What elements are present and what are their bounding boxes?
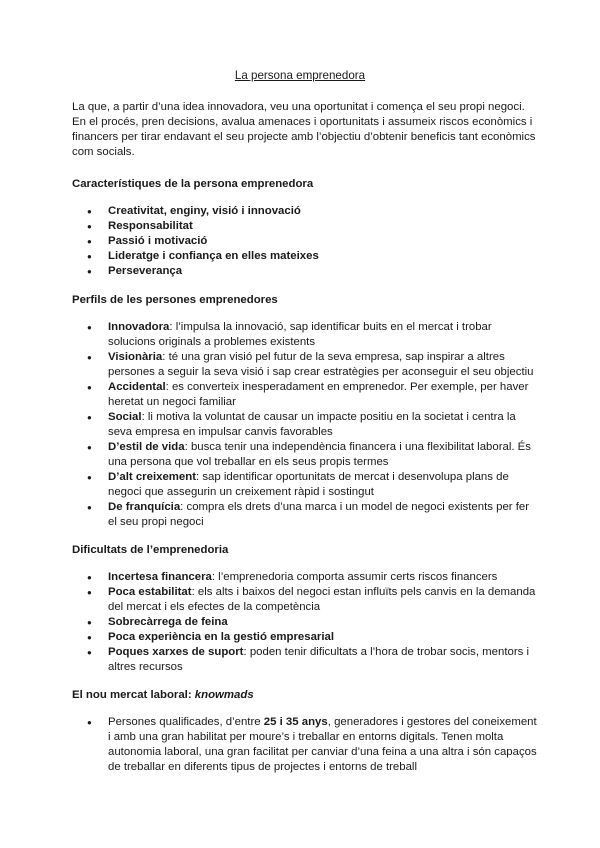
profiles-heading: Perfils de les persones emprenedores [72, 294, 278, 306]
list-item: ● Perseverança [72, 264, 537, 279]
list-item [72, 615, 537, 630]
list-item [72, 570, 537, 585]
list-item-text: : sap identificar oportunitats de mercat i desenvolupa plans de negoci que assegurin un creixement ràpid i sostingut [108, 471, 509, 498]
intro-paragraph: La que, a partir d’una idea innovadora, veu una oportunitat i comença el seu propi negoci. En el procés, pren decisions, avalua amenaces i oportunitats i assumeix riscos econòmics i financers per tirar endavant el seu projecte amb l’objectiu d’obtenir beneficis tant econòmics com socials. [72, 101, 536, 158]
list-item [72, 350, 537, 380]
list-item-text: : l’emprenedoria comporta assumir certs riscos financers [211, 571, 498, 583]
list-item-text: Persones qualificades, d’entre [108, 716, 264, 728]
characteristics-heading: Característiques de la persona emprenedora [72, 178, 314, 190]
list-item-term: D’estil de vida [108, 441, 185, 453]
list-item [72, 440, 537, 470]
market-heading-em: knowmads [194, 689, 254, 701]
list-item [72, 410, 537, 440]
list-item [72, 320, 537, 350]
list-item-text: : li motiva la voluntat de causar un impacte positiu en la societat i centra la seva empresa en impulsar canvis favorables [108, 411, 516, 438]
difficulties-heading: Dificultats de l’emprenedoria [72, 544, 229, 556]
list-item [72, 630, 537, 645]
list-item [72, 500, 537, 530]
market-list [72, 715, 537, 775]
list-item: ● Responsabilitat [72, 219, 537, 234]
list-item-text: : té una gran visió pel futur de la seva empresa, sap inspirar a altres persones a seguir la seva visió i sap crear estratègies per aconseguir el seu objectiu [108, 351, 534, 378]
list-item-term: Sobrecàrrega de feina [108, 616, 228, 628]
list-item-term: Innovadora [108, 321, 170, 333]
list-item-text: : els alts i baixos del negoci estan influïts pels canvis en la demanda del mercat i els efectes de la competència [108, 586, 536, 613]
list-item-text: : l’impulsa la innovació, sap identificar buits en el mercat i trobar solucions originals a problemes existents [108, 321, 492, 348]
list-item-text: , generadores i gestores del coneixement i amb una gran habilitat per moure’s i treballar en entorns digitals. Tenen molta autonomia laboral, una gran facilitat per canviar d’una feina a una altra i són capaços de treballar en diferents tipus de projectes i entorns de treball [108, 716, 537, 773]
difficulties-list [72, 570, 537, 675]
list-item: ● Lideratge i confiança en elles mateixes [72, 249, 537, 264]
list-item [72, 380, 537, 410]
list-item-text: : compra els drets d’una marca i un model de negoci existents per fer el seu propi negoci [108, 501, 530, 528]
age-range: 25 i 35 anys [263, 716, 328, 728]
list-item [72, 645, 537, 675]
list-item-term: D’alt creixement [108, 471, 196, 483]
list-item-term: Visionària [108, 351, 163, 363]
market-heading [72, 688, 254, 703]
market-heading-prefix: El nou mercat laboral: [72, 689, 195, 701]
list-item [72, 470, 537, 500]
list-item-term: Poca estabilitat [108, 586, 192, 598]
list-item-term: De franquícia [108, 501, 181, 513]
list-item-text: : es converteix inesperadament en emprenedor. Per exemple, per haver heretat un negoci familiar [108, 381, 529, 408]
list-item-term: Poques xarxes de suport [108, 646, 244, 658]
list-item-term: Incertesa financera [108, 571, 212, 583]
list-item: ● Creativitat, enginy, visió i innovació [72, 204, 537, 219]
list-item-term: Social [108, 411, 142, 423]
list-item-text: : poden tenir dificultats a l’hora de trobar socis, mentors i altres recursos [108, 646, 530, 673]
characteristics-list [72, 204, 537, 279]
page-title: La persona emprenedora [234, 69, 366, 82]
list-item-term: Poca experiència en la gestió empresarial [108, 631, 335, 643]
list-item-term: Accidental [108, 381, 166, 393]
list-item: ● Passió i motivació [72, 234, 537, 249]
list-item-text: : busca tenir una independència financera i una flexibilitat laboral. És una persona que vol treballar en els seus propis termes [108, 441, 531, 468]
list-item [72, 715, 537, 775]
profiles-list [72, 320, 537, 530]
list-item [72, 585, 537, 615]
